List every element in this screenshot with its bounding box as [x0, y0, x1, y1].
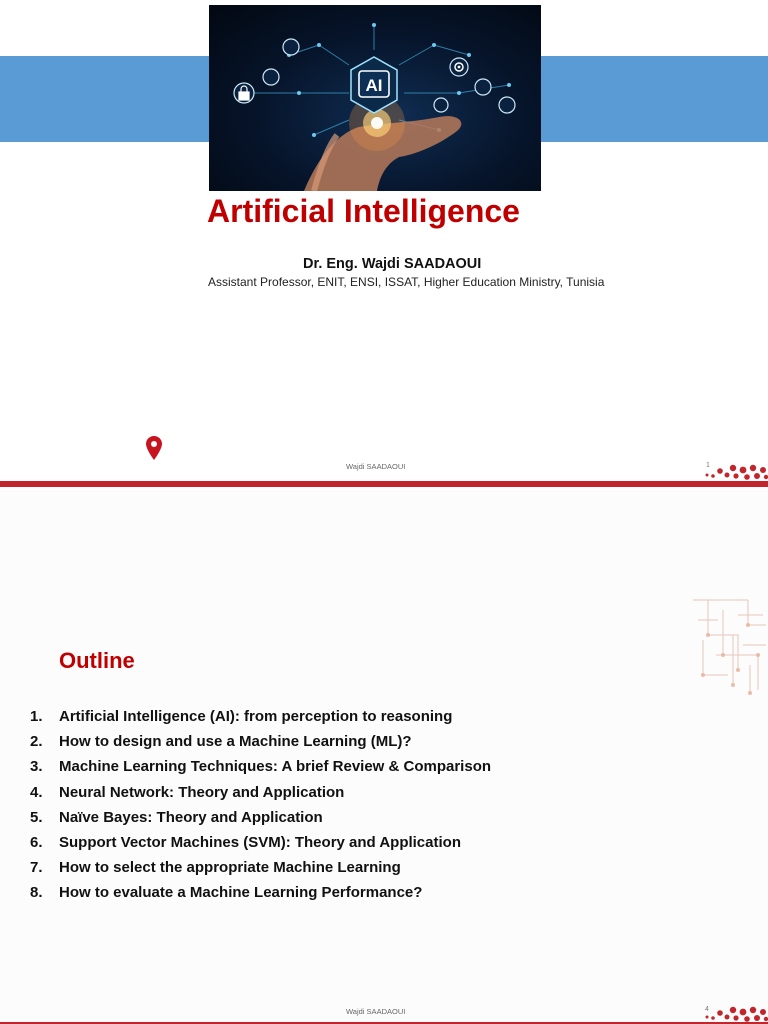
presentation-title: Artificial Intelligence [207, 193, 520, 229]
outline-item-text: Naïve Bayes: Theory and Application [59, 808, 323, 826]
title-slide [0, 0, 768, 490]
outline-item [30, 729, 491, 754]
hero-image [209, 5, 541, 191]
outline-item-number: 2. [30, 733, 43, 751]
hero-badge: AI [365, 76, 383, 95]
outline-item-number: 4. [30, 783, 43, 801]
outline-item [30, 704, 491, 729]
outline-heading: Outline [59, 648, 135, 673]
outline-item [30, 805, 491, 830]
outline-list [30, 704, 491, 906]
outline-item-number: 7. [30, 859, 43, 877]
footer-rule [0, 481, 768, 487]
outline-item-text: How to select the appropriate Machine Learning [59, 859, 401, 877]
outline-item-number: 8. [30, 884, 43, 902]
page-number: 4 [705, 1006, 709, 1013]
decorative-dots [703, 462, 768, 482]
outline-item-number: 6. [30, 833, 43, 851]
outline-item [30, 855, 491, 880]
outline-item-text: Support Vector Machines (SVM): Theory and Application [59, 833, 461, 851]
slide-footer: Wajdi SAADAOUI [346, 1007, 406, 1016]
author-affiliation: Assistant Professor, ENIT, ENSI, ISSAT, Higher Education Ministry, Tunisia [208, 275, 605, 289]
author-name: Dr. Eng. Wajdi SAADAOUI [303, 256, 482, 272]
page-number: 1 [706, 462, 710, 469]
outline-item [30, 880, 491, 905]
outline-item [30, 754, 491, 779]
outline-item-number: 5. [30, 808, 43, 826]
outline-item-text: Neural Network: Theory and Application [59, 783, 345, 801]
ai-hand-illustration [209, 5, 541, 191]
outline-item-text: Machine Learning Techniques: A brief Review & Comparison [59, 758, 492, 776]
outline-item-number: 3. [30, 758, 43, 776]
circuit-decoration [688, 595, 768, 695]
outline-item [30, 830, 491, 855]
outline-item [30, 780, 491, 805]
outline-item-number: 1. [30, 708, 43, 725]
location-pin-icon [146, 436, 162, 460]
outline-slide [0, 490, 768, 1024]
outline-item-text: Artificial Intelligence (AI): from perception to reasoning [59, 708, 453, 725]
outline-item-text: How to design and use a Machine Learning (ML)? [59, 733, 412, 751]
slide-footer: Wajdi SAADAOUI [346, 462, 406, 471]
decorative-dots [703, 1004, 768, 1024]
outline-item-text: How to evaluate a Machine Learning Performance? [59, 884, 423, 902]
